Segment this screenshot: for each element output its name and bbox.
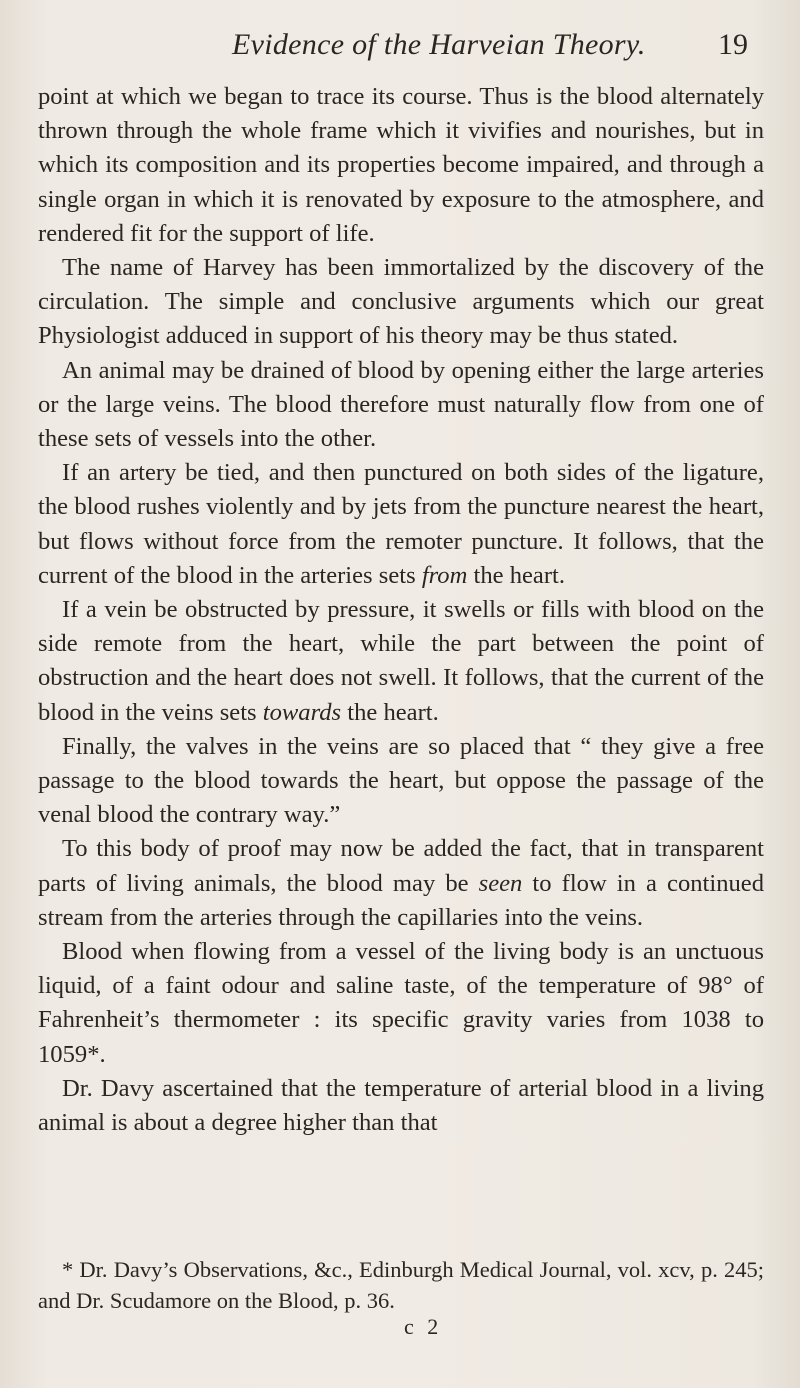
paragraph	[38, 456, 764, 593]
italic-text: from	[421, 561, 468, 589]
text-run: Dr. Davy ascertained that the temperature of arterial blood in a living animal is about a degree higher than that	[38, 1074, 764, 1137]
running-title: Evidence of the Harveian Theory.	[232, 28, 646, 61]
page-number: 19	[718, 28, 748, 61]
text-run: To this body of proof may now be added the fact, that in transparent parts of living animals, the blood may be	[38, 835, 764, 897]
text-run: * Dr. Davy’s Observations, &c., Edinburgh Medical Journal, vol. xcv, p. 245; and Dr. Scudamore on the Blood, p. 36.	[38, 1257, 764, 1313]
page-header	[0, 28, 800, 68]
text-run: the heart.	[341, 698, 439, 726]
paragraph	[38, 80, 764, 251]
text-run: point at which we began to trace its course. Thus is the blood alternately thrown through the whole frame which it vivifies and nourishes, but in which its composition and its properties become impaired, and through a single organ in which it is renovated by exposure to the atmosphere, and rendered fit for the support of life.	[38, 83, 764, 247]
paragraph	[38, 730, 764, 833]
paragraph	[38, 832, 764, 935]
italic-text: towards	[262, 698, 342, 726]
text-run: to flow in a continued stream from the arteries through the capillaries into the veins.	[38, 869, 765, 931]
footnote-text	[38, 1254, 764, 1316]
paragraph	[38, 935, 764, 1072]
text-run: Finally, the valves in the veins are so placed that “ they give a free passage to the blood towards the heart, but oppose the passage of the venal blood the contrary way.”	[38, 732, 764, 829]
text-run: The name of Harvey has been immortalized by the discovery of the circulation. The simple and conclusive arguments which our great Physiologist adduced in support of his theory may be thus stated.	[38, 254, 764, 350]
text-run: If an artery be tied, and then punctured on both sides of the ligature, the blood rushes violently and by jets from the puncture nearest the heart, but flows without force from the remoter puncture. It follows, that the current of the blood in the arteries sets	[38, 459, 764, 589]
italic-text: seen	[478, 869, 523, 897]
text-run: An animal may be drained of blood by opening either the large arteries or the large veins. The blood therefore must naturally flow from one of these sets of vessels into the other.	[38, 356, 764, 453]
paragraph	[38, 1072, 764, 1140]
paragraph	[38, 593, 764, 730]
signature-mark: c 2	[404, 1314, 443, 1339]
body-text	[38, 80, 764, 1140]
text-run: If a vein be obstructed by pressure, it swells or fills with blood on the side remote from the heart, while the part between the point of obstruction and the heart does not swell. It follows, that the current of the blood in the veins sets	[38, 596, 764, 726]
paragraph	[38, 354, 764, 457]
text-run: the heart.	[467, 561, 566, 589]
text-run: Blood when flowing from a vessel of the living body is an unctuous liquid, of a faint odour and saline taste, of the temperature of 98° of Fahrenheit’s thermometer : its specific gravity varies from 1038 to 1059*.	[38, 938, 764, 1068]
footnote	[38, 1254, 764, 1316]
paragraph	[38, 251, 764, 354]
